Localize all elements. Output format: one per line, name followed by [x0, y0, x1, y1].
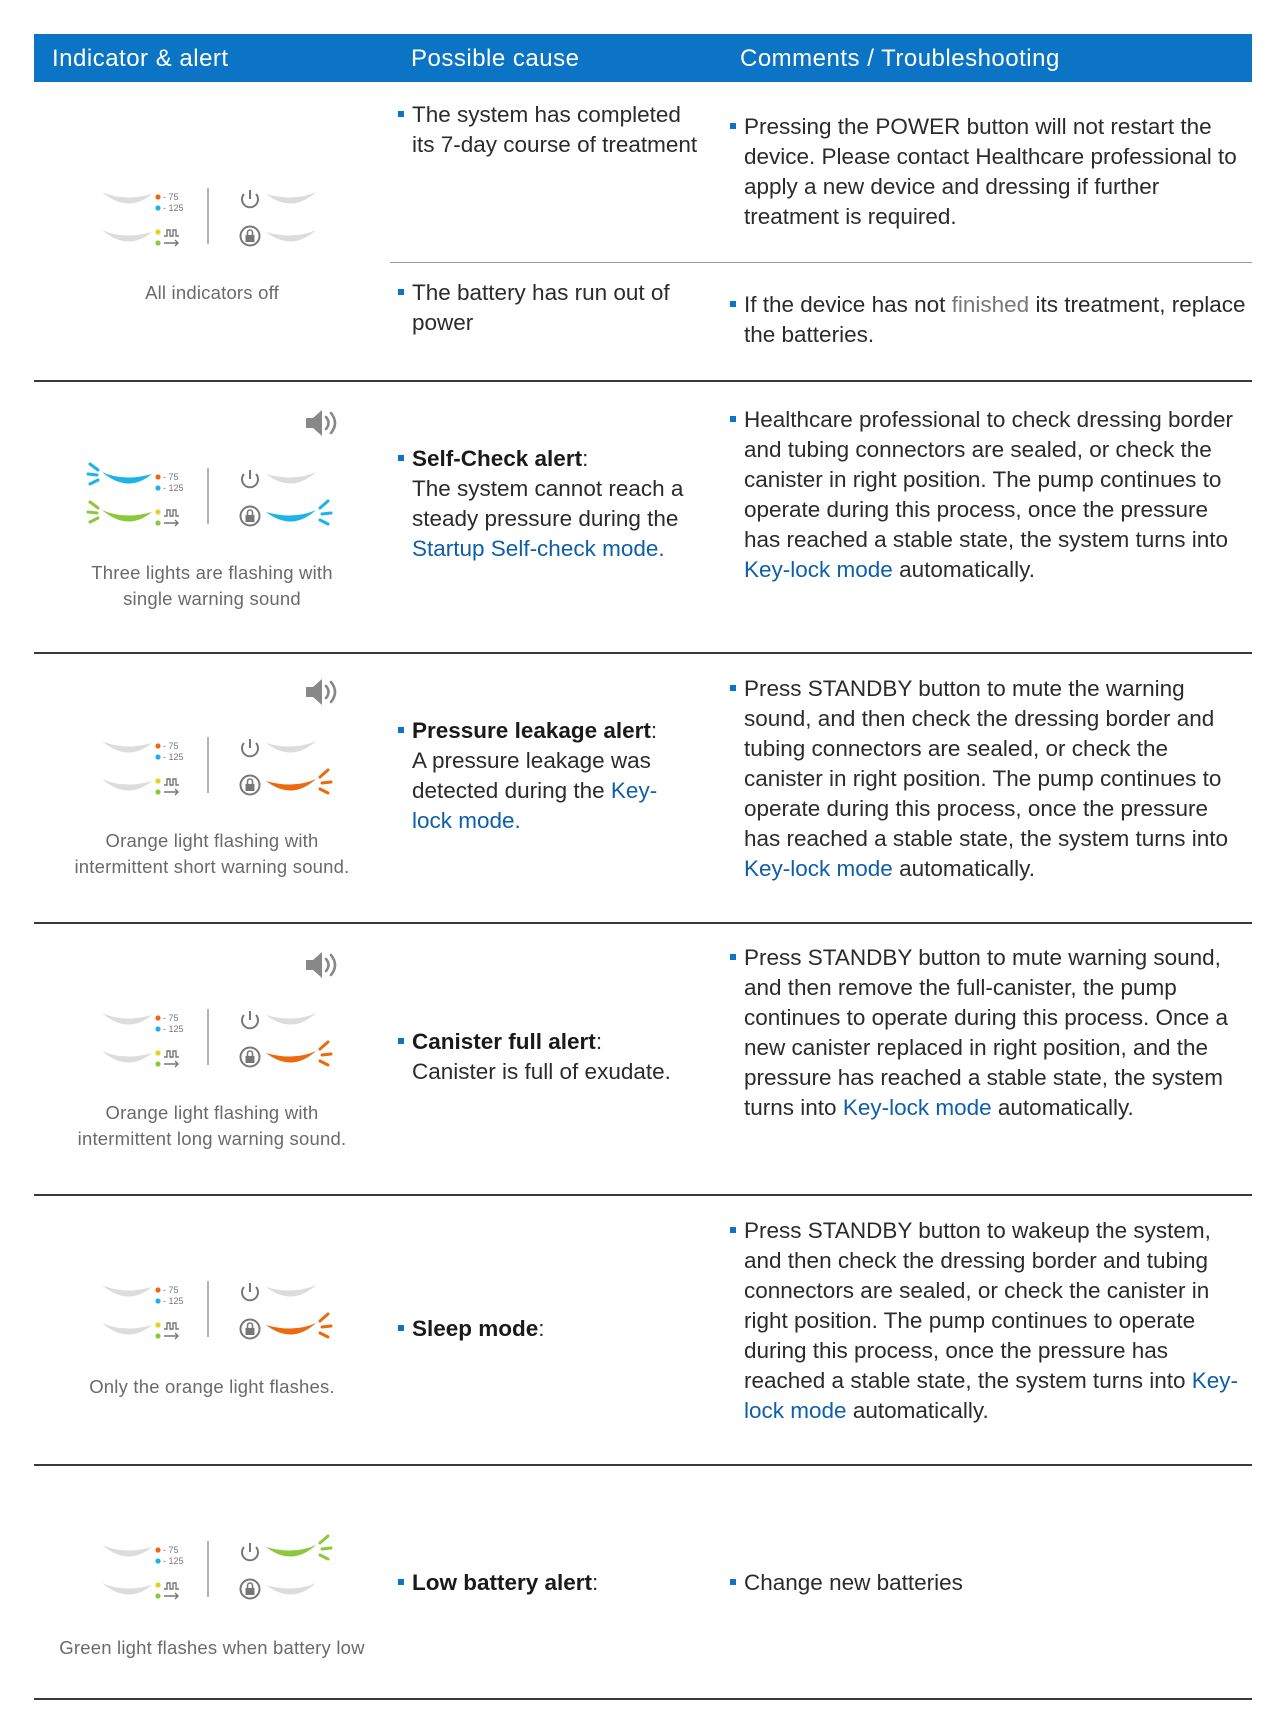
header-comments-troubleshooting: Comments / Troubleshooting	[740, 45, 1060, 72]
dot-green	[155, 1333, 160, 1338]
indicator-caption: All indicators off	[145, 282, 279, 303]
dot-75	[155, 1547, 160, 1552]
dot-125	[155, 754, 160, 759]
cause-text: The battery has run out of power	[398, 278, 698, 338]
row-divider	[34, 922, 1252, 924]
mode-light	[102, 230, 152, 242]
label-75: - 75	[163, 1013, 179, 1023]
flash-ray	[322, 513, 331, 514]
cause-text: Pressure leakage alert: A pressure leakage was detected during the Key-lock mode.	[398, 716, 688, 836]
arrow-icon	[164, 520, 178, 526]
indicator-panel	[90, 731, 350, 801]
flash-ray	[90, 502, 98, 508]
flash-ray	[90, 518, 98, 522]
indicator-caption: Three lights are flashing with single warning sound	[91, 562, 333, 609]
alert-title: Canister full alert	[412, 1029, 596, 1054]
bullet-icon	[730, 1579, 736, 1585]
dot-75	[155, 474, 160, 479]
indicator-panel	[90, 1275, 350, 1345]
flash-ray	[320, 1314, 328, 1321]
flash-ray	[90, 480, 98, 484]
alert-light	[266, 230, 316, 242]
dot-yellow	[155, 229, 160, 234]
alert-light	[266, 1323, 316, 1335]
battery-light	[266, 472, 316, 484]
speaker-body	[306, 952, 322, 978]
mode-link: Key-lock mode.	[412, 778, 658, 833]
flash-ray	[322, 1054, 331, 1055]
dot-125	[155, 1558, 160, 1563]
battery-light	[266, 741, 316, 753]
label-75: - 75	[163, 1285, 179, 1295]
lock-shackle	[248, 779, 253, 784]
lock-body	[246, 1056, 255, 1063]
bullet-icon	[730, 416, 736, 422]
arrow-icon	[164, 1333, 178, 1339]
indicator-graphic	[90, 182, 350, 252]
mode-link: Key-lock mode	[744, 557, 893, 582]
cause-text: Sleep mode:	[398, 1314, 688, 1344]
flash-ray	[88, 512, 97, 513]
bullet-icon	[398, 289, 404, 295]
label-125: - 125	[163, 1024, 184, 1034]
lock-shackle	[248, 230, 253, 235]
bullet-icon	[730, 123, 736, 129]
pulse-icon	[164, 1583, 179, 1589]
flash-ray	[320, 1061, 328, 1065]
alert-light	[266, 1583, 316, 1595]
row-divider	[390, 262, 1252, 263]
bullet-icon	[398, 455, 404, 461]
mode-link: Key-lock mode	[744, 1368, 1239, 1423]
arrow-icon	[164, 1061, 178, 1067]
lock-shackle	[248, 1323, 253, 1328]
dot-green	[155, 240, 160, 245]
alert-light	[266, 779, 316, 791]
speaker-graphic	[304, 677, 344, 707]
flash-ray	[320, 520, 328, 524]
dot-75	[155, 743, 160, 748]
bullet-icon	[398, 1325, 404, 1331]
lock-body	[246, 784, 255, 791]
comment-text: Press STANDBY button to mute warning sound, and then remove the full-canister, the pump continues to operate during this process. Once a new canister replaced in right position, and the pressure has reached a stable state, the system turns into Key-lock mode automatically.	[730, 943, 1250, 1123]
sound-wave	[326, 686, 329, 698]
pressure-light	[102, 192, 152, 204]
sound-wave	[331, 682, 335, 702]
comment-text: If the device has not finished its treatment, replace the batteries.	[730, 290, 1250, 350]
indicator-caption: Orange light flashing with intermittent short warning sound.	[74, 830, 350, 877]
indicator-caption: Only the orange light flashes.	[89, 1376, 335, 1397]
lock-body	[246, 515, 255, 522]
pulse-icon	[164, 510, 179, 516]
speaker-body	[306, 410, 322, 436]
speaker-graphic	[304, 408, 344, 438]
pressure-light	[102, 1013, 152, 1025]
battery-light	[266, 192, 316, 204]
comment-text: Press STANDBY button to mute the warning sound, and then check the dressing border and tubing connectors are sealed, or check the canister in right position. The pump continues to operate during this process, once the pressure has reached a stable state, the system turns into Key-lock mode automatically.	[730, 674, 1250, 884]
bullet-icon	[398, 1579, 404, 1585]
battery-light	[266, 1285, 316, 1297]
dot-green	[155, 1061, 160, 1066]
dot-yellow	[155, 1322, 160, 1327]
mode-light	[102, 1051, 152, 1063]
mode-light	[102, 510, 152, 522]
dot-yellow	[155, 1582, 160, 1587]
dot-green	[155, 789, 160, 794]
sound-wave	[331, 955, 335, 975]
label-75: - 75	[163, 741, 179, 751]
alert-light	[266, 510, 316, 522]
cause-text: Self-Check alert: The system cannot reach a steady pressure during the Startup Self-check mode.	[398, 444, 688, 564]
lock-body	[246, 235, 255, 242]
mode-light	[102, 1323, 152, 1335]
battery-light	[266, 1013, 316, 1025]
flash-ray	[320, 1536, 328, 1543]
label-75: - 75	[163, 472, 179, 482]
pressure-light	[102, 1285, 152, 1297]
dot-yellow	[155, 1050, 160, 1055]
indicator-graphic	[90, 1003, 350, 1073]
label-125: - 125	[163, 483, 184, 493]
cause-text: The system has completed its 7-day course of treatment	[398, 100, 698, 160]
dot-yellow	[155, 778, 160, 783]
dot-yellow	[155, 509, 160, 514]
indicator-panel	[90, 1003, 350, 1073]
label-125: - 125	[163, 203, 184, 213]
flash-ray	[322, 1326, 331, 1327]
row-divider	[34, 1194, 1252, 1196]
flash-ray	[88, 474, 97, 475]
flash-ray	[320, 770, 328, 777]
pulse-icon	[164, 1051, 179, 1057]
lock-shackle	[248, 1583, 253, 1588]
label-125: - 125	[163, 752, 184, 762]
dot-green	[155, 520, 160, 525]
row-divider	[34, 652, 1252, 654]
battery-light	[266, 1545, 316, 1557]
comment-text: Press STANDBY button to wakeup the system, and then check the dressing border and tubing connectors are sealed, or check the canister in right position. The pump continues to operate during this process, once the pressure has reached a stable state, the system turns into Key-lock mode automatically.	[730, 1216, 1250, 1426]
indicator-panel	[90, 182, 350, 252]
cause-text: Canister full alert: Canister is full of exudate.	[398, 1027, 688, 1087]
lock-shackle	[248, 510, 253, 515]
pulse-icon	[164, 1323, 179, 1329]
indicator-panel	[90, 462, 350, 532]
dot-75	[155, 194, 160, 199]
speaker-icon	[304, 950, 344, 980]
sound-wave	[331, 413, 335, 433]
alert-title: Low battery alert	[412, 1570, 593, 1595]
comment-text: Healthcare professional to check dressing border and tubing connectors are sealed, or check the canister in right position. The pump continues to operate during this process, once the pressure has reached a stable state, the system turns into Key-lock mode automatically.	[730, 405, 1250, 585]
bullet-icon	[730, 685, 736, 691]
indicator-caption: Green light flashes when battery low	[59, 1637, 365, 1658]
mode-light	[102, 779, 152, 791]
dot-75	[155, 1287, 160, 1292]
label-125: - 125	[163, 1556, 184, 1566]
pulse-icon	[164, 779, 179, 785]
indicator-graphic	[90, 462, 350, 532]
dot-75	[155, 1015, 160, 1020]
alert-title: Self-Check alert	[412, 446, 583, 471]
arrow-icon	[164, 240, 178, 246]
lock-body	[246, 1328, 255, 1335]
pulse-icon	[164, 230, 179, 236]
label-75: - 75	[163, 1545, 179, 1555]
sound-wave	[326, 417, 329, 429]
arrow-icon	[164, 1593, 178, 1599]
indicator-graphic	[90, 1535, 350, 1605]
alert-title: Sleep mode	[412, 1316, 539, 1341]
flash-ray	[320, 501, 328, 508]
flash-ray	[320, 1333, 328, 1337]
speaker-graphic	[304, 950, 344, 980]
header-indicator-alert: Indicator & alert	[52, 45, 229, 72]
mode-link: Startup Self-check mode.	[412, 536, 665, 561]
flash-ray	[320, 1042, 328, 1049]
comment-text: Pressing the POWER button will not restart the device. Please contact Healthcare professional to apply a new device and dressing if further treatment is required.	[730, 112, 1250, 232]
row-divider	[34, 380, 1252, 382]
cause-text: Low battery alert:	[398, 1568, 688, 1598]
speaker-icon	[304, 677, 344, 707]
row-divider	[34, 1464, 1252, 1466]
dot-125	[155, 1026, 160, 1031]
flash-ray	[322, 1548, 331, 1549]
bullet-icon	[398, 111, 404, 117]
lock-body	[246, 1588, 255, 1595]
alert-light	[266, 1051, 316, 1063]
bullet-icon	[730, 1227, 736, 1233]
flash-ray	[320, 789, 328, 793]
mode-link: Key-lock mode	[842, 1095, 992, 1120]
flash-ray	[320, 1555, 328, 1559]
bullet-icon	[730, 301, 736, 307]
pressure-light	[102, 741, 152, 753]
bullet-icon	[398, 1038, 404, 1044]
flash-ray	[322, 782, 331, 783]
pressure-light	[102, 1545, 152, 1557]
bullet-icon	[398, 727, 404, 733]
header-possible-cause: Possible cause	[411, 45, 580, 72]
dot-125	[155, 1298, 160, 1303]
indicator-caption: Orange light flashing with intermittent long warning sound.	[77, 1102, 347, 1149]
lock-shackle	[248, 1051, 253, 1056]
dot-green	[155, 1593, 160, 1598]
dot-125	[155, 205, 160, 210]
speaker-body	[306, 679, 322, 705]
label-75: - 75	[163, 192, 179, 202]
arrow-icon	[164, 789, 178, 795]
speaker-icon	[304, 408, 344, 438]
indicator-graphic	[90, 1275, 350, 1345]
mode-link: Key-lock mode	[744, 856, 893, 881]
indicator-panel	[90, 1535, 350, 1605]
dot-125	[155, 485, 160, 490]
row-divider	[34, 1698, 1252, 1700]
bullet-icon	[730, 954, 736, 960]
label-125: - 125	[163, 1296, 184, 1306]
alert-title: Pressure leakage alert	[412, 718, 651, 743]
pressure-light	[102, 472, 152, 484]
sound-wave	[326, 959, 329, 971]
mode-light	[102, 1583, 152, 1595]
table-header	[34, 34, 1252, 82]
comment-text: Change new batteries	[730, 1568, 1250, 1598]
flash-ray	[90, 464, 98, 470]
indicator-graphic	[90, 731, 350, 801]
